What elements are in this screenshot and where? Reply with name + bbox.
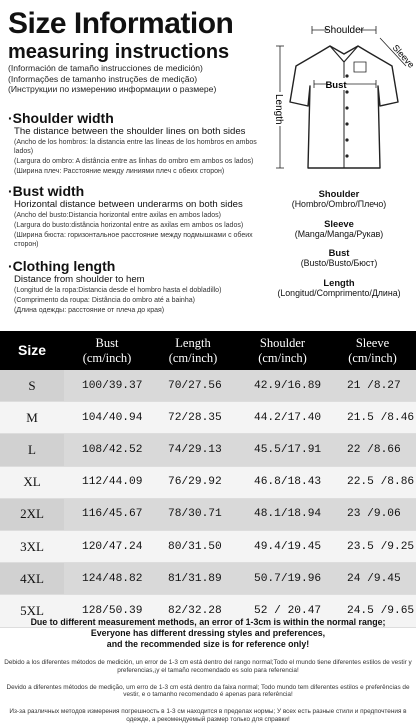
cell-length: 72/28.35 bbox=[150, 402, 236, 433]
legend-sub: (Hombro/Ombro/Плечо) bbox=[291, 199, 387, 209]
shirt-diagram bbox=[268, 16, 416, 186]
legend-title: Shoulder bbox=[318, 188, 360, 199]
section-note: (Ширина плеч: Расстояние между линиями плеч с обеих сторон) bbox=[14, 167, 225, 175]
cell-shoulder: 42.9/16.89 bbox=[236, 370, 329, 401]
disclaimer bbox=[0, 617, 416, 723]
cell-sleeve: 24 /9.45 bbox=[329, 563, 416, 594]
cell-bust: 104/40.94 bbox=[64, 402, 150, 433]
legend-sub: (Busto/Busto/Бюст) bbox=[300, 258, 378, 268]
cell-sleeve: 24.5 /9.65 bbox=[329, 595, 416, 626]
section-desc: The distance between the shoulder lines on both sides bbox=[14, 126, 246, 137]
cell-shoulder: 49.4/19.45 bbox=[236, 531, 329, 562]
measure-legend bbox=[262, 180, 416, 298]
table-row bbox=[0, 370, 416, 402]
legend-sub: (Manga/Manga/Рукав) bbox=[294, 228, 384, 239]
cell-sleeve: 22.5 /8.86 bbox=[329, 467, 416, 498]
header-sleeve: Sleeve (cm/inch) bbox=[348, 335, 397, 365]
length-measure-label: Length bbox=[273, 94, 284, 125]
section-note: (Длина одежды: расстояние от плеча до края) bbox=[14, 307, 165, 315]
header-shoulder: Shoulder (cm/inch) bbox=[258, 335, 307, 365]
legend-title: Bust bbox=[328, 247, 350, 258]
section-shoulder: ·Shoulder width The distance between the shoulder lines on both sides (Ancho de los hombros: la distancia entre las líneas de los hombros en ambos lados) (Largura do ombro: A distância entre as linhas do ombro em ambos os lados) (Ширина плеч: Расстояние между линиями плеч с обеих сторон) bbox=[8, 110, 270, 178]
section-note: (Ancho de los hombros: la distancia entre las líneas de los hombros en ambos lados) bbox=[14, 139, 257, 155]
header bbox=[8, 8, 270, 95]
legend-title: Length bbox=[323, 276, 355, 288]
sleeve-measure-label: Sleeve bbox=[390, 42, 416, 70]
table-row bbox=[0, 531, 416, 563]
cell-sleeve: 21 /8.27 bbox=[329, 370, 416, 401]
cell-size: M bbox=[0, 402, 64, 433]
cell-bust: 112/44.09 bbox=[64, 467, 150, 498]
bust-measure-label: Bust bbox=[325, 80, 347, 91]
cell-sleeve: 21.5 /8.46 bbox=[329, 402, 416, 433]
subtitle-translation: (Informações de tamanho instruções de medição) bbox=[8, 73, 198, 84]
table-row bbox=[0, 434, 416, 466]
cell-size: L bbox=[0, 434, 64, 465]
table-row bbox=[0, 563, 416, 595]
cell-shoulder: 44.2/17.40 bbox=[236, 402, 329, 433]
header-bust: Bust (cm/inch) bbox=[82, 335, 132, 365]
cell-sleeve: 23.5 /9.25 bbox=[329, 531, 416, 562]
section-note: (Ширина бюста: горизонтальное расстояние между подмышками с обеих сторон) bbox=[14, 232, 253, 248]
cell-shoulder: 48.1/18.94 bbox=[236, 499, 329, 530]
cell-length: 76/29.92 bbox=[150, 467, 236, 498]
subtitle-translation: (Información de tamaño instrucciones de medición) bbox=[8, 63, 203, 73]
section-title: Bust width bbox=[12, 183, 85, 199]
section-note: (Ancho del busto:Distancia horizontal entre axilas en ambos lados) bbox=[14, 212, 222, 219]
cell-size: 5XL bbox=[0, 595, 64, 626]
section-desc: Distance from shoulder to hem bbox=[14, 274, 145, 285]
section-title: Clothing length bbox=[12, 258, 116, 274]
disclaimer-translation: Devido a diferentes métodos de medição, um erro de 1-3 cm está dentro da faixa normal; Todo mundo tem diferentes estilos e preferências de vestir, e o tamanho recomendado é apenas para referência! bbox=[6, 683, 410, 699]
disclaimer-line: and the recommended size is for reference only! bbox=[106, 639, 310, 649]
section-bust: ·Bust width Horizontal distance between underarms on both sides (Ancho del busto:Distancia horizontal entre axilas en ambos lados) (Largura do busto:distância horizontal entre as axilas em ambos os lados) (Ширина бюста: горизонтальное расстояние между подмышками с обеих сторон) bbox=[8, 183, 270, 251]
cell-sleeve: 23 /9.06 bbox=[329, 499, 416, 530]
cell-length: 74/29.13 bbox=[150, 434, 236, 465]
page-title: Size Information bbox=[8, 7, 234, 40]
section-desc: Horizontal distance between underarms on both sides bbox=[14, 199, 243, 210]
disclaimer-translation: Из-за различных методов измерения погрешность в 1-3 см находится в пределах нормы; У всех есть разные стили и предпочтения в одежде, а рекомендуемый размер только для справки! bbox=[9, 708, 407, 723]
cell-shoulder: 50.7/19.96 bbox=[236, 563, 329, 594]
header-length: Length (cm/inch) bbox=[168, 335, 218, 365]
cell-bust: 116/45.67 bbox=[64, 499, 150, 530]
subtitle-translation: (Инструкции по измерению информации о размере) bbox=[8, 84, 217, 95]
disclaimer-line: Everyone has different dressing styles and preferences, bbox=[90, 628, 326, 638]
disclaimer-line: Due to different measurement methods, an error of 1-3cm is within the normal range; bbox=[30, 617, 386, 627]
size-table bbox=[0, 331, 416, 628]
cell-shoulder: 52 / 20.47 bbox=[236, 595, 329, 626]
table-header bbox=[0, 331, 416, 370]
table-row bbox=[0, 499, 416, 531]
shoulder-measure-label: Shoulder bbox=[323, 25, 365, 36]
header-size: Size bbox=[17, 342, 46, 358]
cell-length: 78/30.71 bbox=[150, 499, 236, 530]
table-row bbox=[0, 402, 416, 434]
cell-bust: 124/48.82 bbox=[64, 563, 150, 594]
cell-length: 82/32.28 bbox=[150, 595, 236, 626]
info-panel bbox=[0, 0, 416, 330]
cell-bust: 128/50.39 bbox=[64, 595, 150, 626]
cell-sleeve: 22 /8.66 bbox=[329, 434, 416, 465]
cell-size: 2XL bbox=[0, 499, 64, 530]
disclaimer-translation: Debido a los diferentes métodos de medición, un error de 1-3 cm está dentro del rango normal;Todo el mundo tiene diferentes estilos de vestir y preferencias,¡y el tamaño recomendado es solo para referencia! bbox=[4, 659, 412, 674]
cell-bust: 120/47.24 bbox=[64, 531, 150, 562]
cell-bust: 100/39.37 bbox=[64, 370, 150, 401]
section-note: (Comprimento da roupa: Distância do ombro até a bainha) bbox=[14, 297, 195, 305]
cell-size: 3XL bbox=[0, 531, 64, 562]
cell-length: 80/31.50 bbox=[150, 531, 236, 562]
legend-sub: (Longitud/Comprimento/Длина) bbox=[277, 287, 401, 298]
section-note: (Longitud de la ropa:Distancia desde el hombro hasta el dobladillo) bbox=[14, 287, 222, 294]
section-length: ·Clothing length Distance from shoulder to hem (Longitud de la ropa:Distancia desde el hombro hasta el dobladillo) (Comprimento da roupa: Distância do ombro até a bainha) (Длина одежды: расстояние от плеча до края) bbox=[8, 258, 270, 317]
cell-shoulder: 46.8/18.43 bbox=[236, 467, 329, 498]
cell-shoulder: 45.5/17.91 bbox=[236, 434, 329, 465]
cell-length: 81/31.89 bbox=[150, 563, 236, 594]
cell-bust: 108/42.52 bbox=[64, 434, 150, 465]
cell-size: XL bbox=[0, 467, 64, 498]
section-title: Shoulder width bbox=[12, 110, 114, 126]
section-note: (Largura do ombro: A distância entre as linhas do ombro em ambos os lados) bbox=[14, 157, 254, 165]
section-note: (Largura do busto:distância horizontal entre as axilas em ambos os lados) bbox=[14, 222, 244, 230]
table-row bbox=[0, 467, 416, 499]
page-subtitle: measuring instructions bbox=[8, 41, 230, 63]
cell-size: 4XL bbox=[0, 563, 64, 594]
cell-size: S bbox=[0, 370, 64, 401]
cell-length: 70/27.56 bbox=[150, 370, 236, 401]
legend-title: Sleeve bbox=[324, 217, 354, 229]
